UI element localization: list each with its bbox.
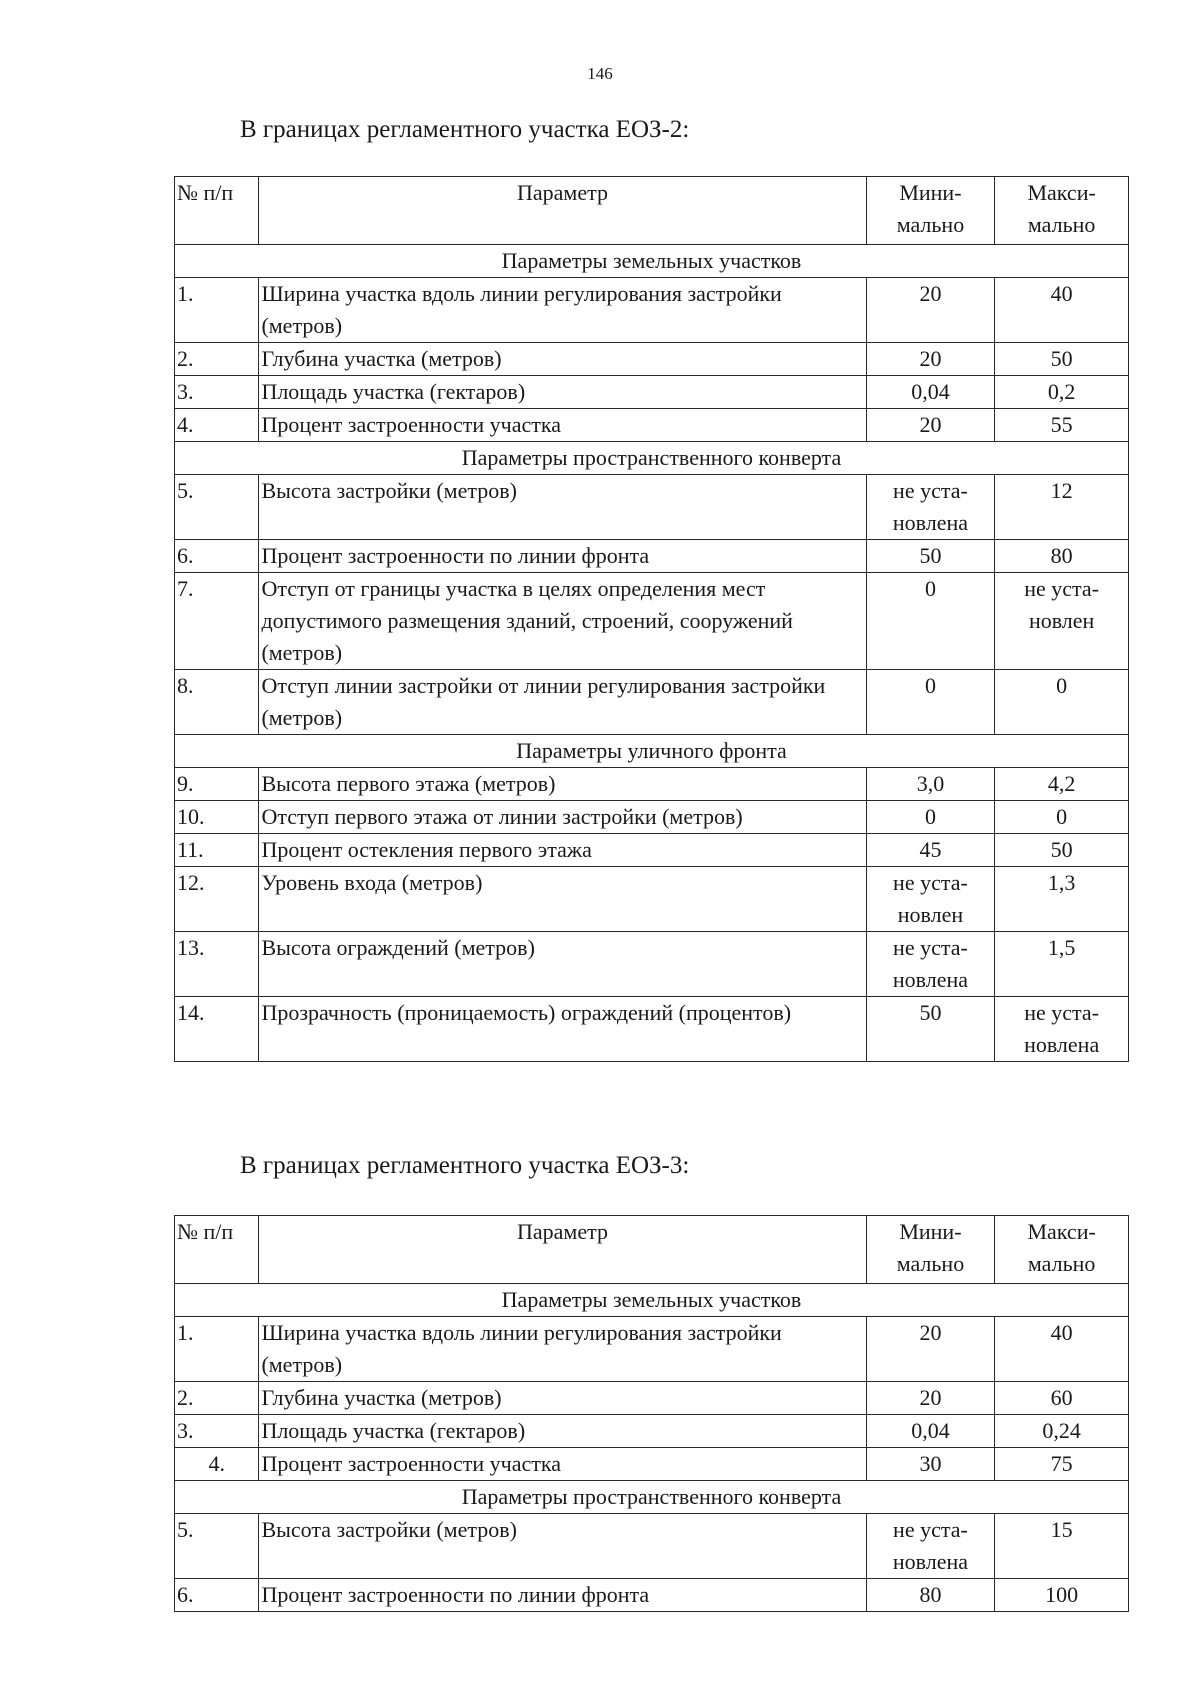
row-number: 6.	[175, 540, 259, 573]
group-title: Параметры земельных участков	[175, 1284, 1129, 1317]
table-row	[175, 867, 1129, 932]
row-number: 8.	[175, 670, 259, 735]
row-maximum: 55	[995, 409, 1129, 442]
row-minimum: 3,0	[866, 768, 995, 801]
row-minimum: не уста- новлена	[866, 932, 995, 997]
row-parameter: Процент застроенности участка	[259, 1448, 866, 1481]
row-maximum: 50	[995, 343, 1129, 376]
header-minimum: Мини- мально	[866, 177, 995, 245]
table-row	[175, 1514, 1129, 1579]
row-number: 4.	[175, 409, 259, 442]
row-minimum: 20	[866, 1382, 995, 1415]
row-parameter: Уровень входа (метров)	[259, 867, 866, 932]
group-header-row	[175, 735, 1129, 768]
row-maximum: 40	[995, 1317, 1129, 1382]
row-parameter: Отступ линии застройки от линии регулирования застройки (метров)	[259, 670, 866, 735]
row-number: 14.	[175, 997, 259, 1062]
row-minimum: 20	[866, 343, 995, 376]
row-minimum: 0	[866, 573, 995, 670]
row-minimum: 0	[866, 670, 995, 735]
row-minimum: 0,04	[866, 1415, 995, 1448]
table-row	[175, 1317, 1129, 1382]
row-parameter: Отступ от границы участка в целях определения мест допустимого размещения зданий, строений, сооружений (метров)	[259, 573, 866, 670]
row-parameter: Ширина участка вдоль линии регулирования застройки (метров)	[259, 278, 866, 343]
row-minimum: 45	[866, 834, 995, 867]
table-row	[175, 834, 1129, 867]
row-maximum: 100	[995, 1579, 1129, 1612]
row-minimum: 0,04	[866, 376, 995, 409]
group-title: Параметры уличного фронта	[175, 735, 1129, 768]
row-number: 6.	[175, 1579, 259, 1612]
header-minimum: Мини- мально	[866, 1216, 995, 1284]
table-row	[175, 409, 1129, 442]
header-number: № п/п	[175, 177, 259, 245]
row-minimum: не уста- новлена	[866, 1514, 995, 1579]
row-maximum: 0,2	[995, 376, 1129, 409]
row-minimum: не уста- новлен	[866, 867, 995, 932]
row-maximum: 0,24	[995, 1415, 1129, 1448]
row-parameter: Глубина участка (метров)	[259, 1382, 866, 1415]
row-number: 3.	[175, 1415, 259, 1448]
table-row	[175, 573, 1129, 670]
row-maximum: 75	[995, 1448, 1129, 1481]
row-number: 3.	[175, 376, 259, 409]
row-maximum: 4,2	[995, 768, 1129, 801]
row-parameter: Площадь участка (гектаров)	[259, 376, 866, 409]
row-number: 7.	[175, 573, 259, 670]
header-number: № п/п	[175, 1216, 259, 1284]
page-number: 146	[587, 64, 613, 83]
row-maximum: 60	[995, 1382, 1129, 1415]
row-parameter: Высота застройки (метров)	[259, 475, 866, 540]
group-header-row	[175, 442, 1129, 475]
row-maximum: 15	[995, 1514, 1129, 1579]
table-row	[175, 278, 1129, 343]
table-row	[175, 376, 1129, 409]
group-title: Параметры пространственного конверта	[175, 442, 1129, 475]
group-header-row	[175, 1284, 1129, 1317]
row-maximum: 0	[995, 801, 1129, 834]
row-minimum: 50	[866, 997, 995, 1062]
group-header-row	[175, 1481, 1129, 1514]
row-parameter: Процент остекления первого этажа	[259, 834, 866, 867]
row-parameter: Ширина участка вдоль линии регулирования застройки (метров)	[259, 1317, 866, 1382]
row-maximum: 12	[995, 475, 1129, 540]
row-number: 1.	[175, 1317, 259, 1382]
row-minimum: 80	[866, 1579, 995, 1612]
group-header-row	[175, 245, 1129, 278]
table-row	[175, 997, 1129, 1062]
table-row	[175, 768, 1129, 801]
row-parameter: Процент застроенности по линии фронта	[259, 540, 866, 573]
row-minimum: не уста- новлена	[866, 475, 995, 540]
row-number: 1.	[175, 278, 259, 343]
row-number: 11.	[175, 834, 259, 867]
row-parameter: Высота ограждений (метров)	[259, 932, 866, 997]
row-number: 4.	[175, 1448, 259, 1481]
row-minimum: 50	[866, 540, 995, 573]
table-row	[175, 801, 1129, 834]
header-maximum: Макси- мально	[995, 177, 1129, 245]
table-row	[175, 670, 1129, 735]
row-minimum: 20	[866, 1317, 995, 1382]
row-maximum: 50	[995, 834, 1129, 867]
group-title: Параметры пространственного конверта	[175, 1481, 1129, 1514]
parameters-table-eoz-2	[174, 176, 1129, 1062]
row-parameter: Отступ первого этажа от линии застройки (метров)	[259, 801, 866, 834]
row-parameter: Процент застроенности участка	[259, 409, 866, 442]
row-minimum: 20	[866, 278, 995, 343]
row-number: 13.	[175, 932, 259, 997]
table-row	[175, 475, 1129, 540]
row-parameter: Высота первого этажа (метров)	[259, 768, 866, 801]
row-maximum: 0	[995, 670, 1129, 735]
row-minimum: 0	[866, 801, 995, 834]
section-heading-eoz-3: В границах регламентного участка ЕОЗ-3:	[240, 1152, 690, 1179]
row-number: 12.	[175, 867, 259, 932]
row-maximum: 80	[995, 540, 1129, 573]
table-row	[175, 1415, 1129, 1448]
row-number: 9.	[175, 768, 259, 801]
row-parameter: Глубина участка (метров)	[259, 343, 866, 376]
table-row	[175, 932, 1129, 997]
row-parameter: Площадь участка (гектаров)	[259, 1415, 866, 1448]
table-row	[175, 540, 1129, 573]
row-minimum: 30	[866, 1448, 995, 1481]
row-number: 2.	[175, 1382, 259, 1415]
row-number: 5.	[175, 475, 259, 540]
header-parameter: Параметр	[259, 1216, 866, 1284]
row-number: 5.	[175, 1514, 259, 1579]
table-row	[175, 1382, 1129, 1415]
table-row	[175, 343, 1129, 376]
row-number: 2.	[175, 343, 259, 376]
table-row	[175, 1448, 1129, 1481]
row-maximum: 1,3	[995, 867, 1129, 932]
row-parameter: Прозрачность (проницаемость) ограждений (процентов)	[259, 997, 866, 1062]
group-title: Параметры земельных участков	[175, 245, 1129, 278]
table-header-row	[175, 1216, 1129, 1284]
header-maximum: Макси- мально	[995, 1216, 1129, 1284]
row-parameter: Процент застроенности по линии фронта	[259, 1579, 866, 1612]
section-heading-eoz-2: В границах регламентного участка ЕОЗ-2:	[240, 116, 690, 143]
table-header-row	[175, 177, 1129, 245]
row-minimum: 20	[866, 409, 995, 442]
row-maximum: не уста- новлена	[995, 997, 1129, 1062]
row-maximum: 40	[995, 278, 1129, 343]
row-parameter: Высота застройки (метров)	[259, 1514, 866, 1579]
header-parameter: Параметр	[259, 177, 866, 245]
parameters-table-eoz-3	[174, 1215, 1129, 1612]
table-row	[175, 1579, 1129, 1612]
row-number: 10.	[175, 801, 259, 834]
row-maximum: 1,5	[995, 932, 1129, 997]
row-maximum: не уста- новлен	[995, 573, 1129, 670]
